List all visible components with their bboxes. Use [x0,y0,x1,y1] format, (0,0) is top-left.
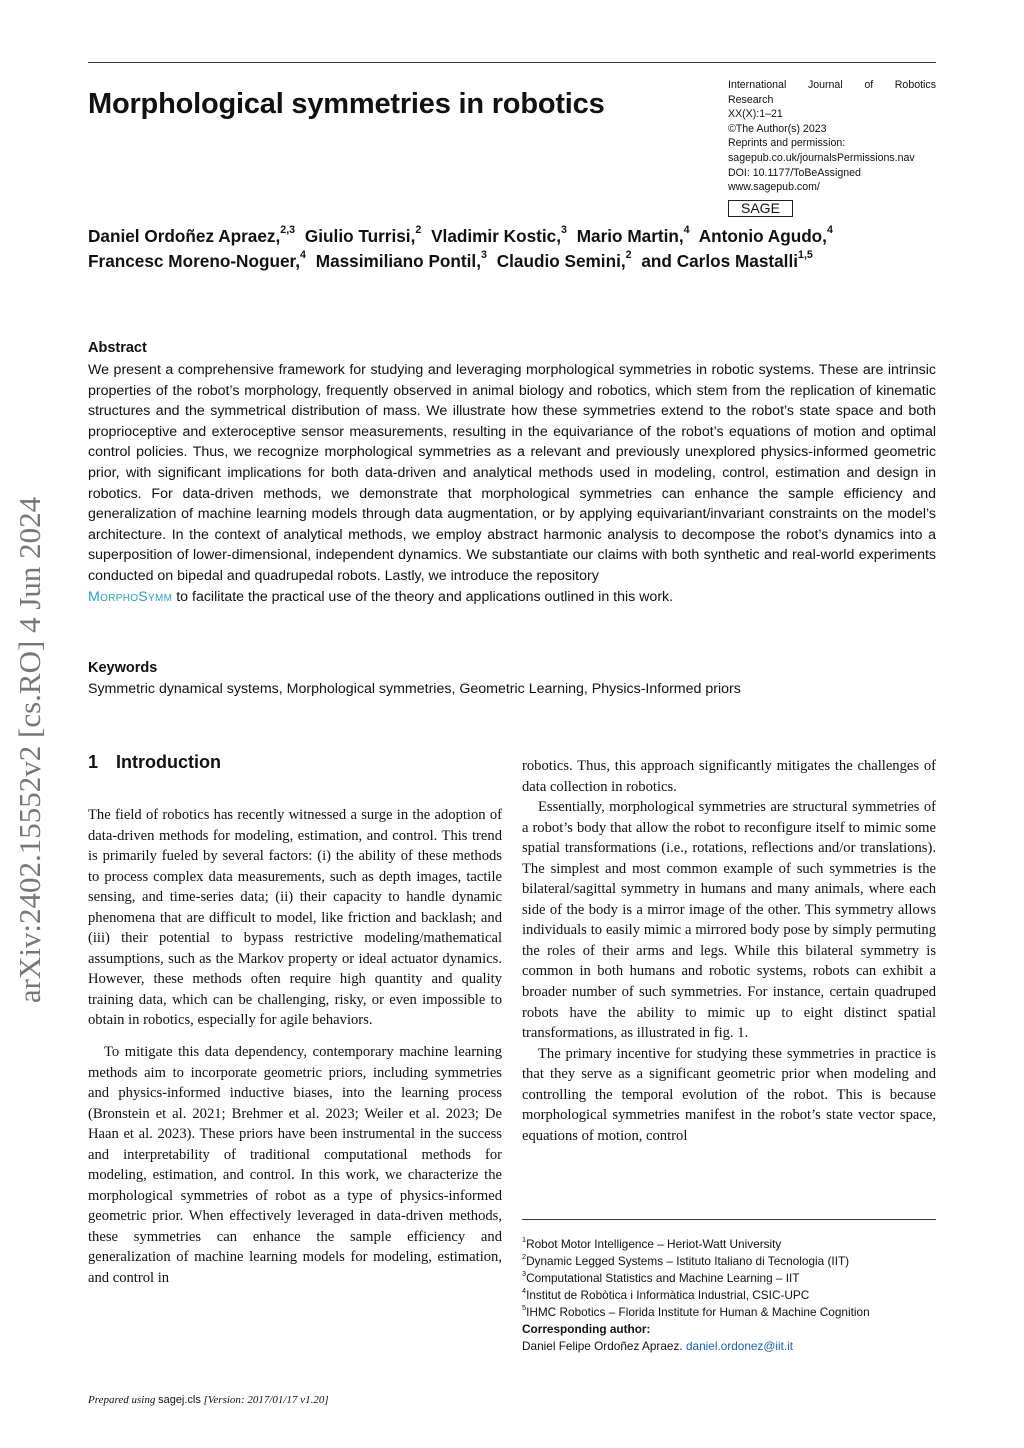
prepared-using-note: Prepared using sagej.cls [Version: 2017/01/17 v1.20] [88,1394,329,1406]
journal-issue: XX(X):1–21 [728,108,783,121]
keywords-text: Symmetric dynamical systems, Morphological symmetries, Geometric Learning, Physics-Informed priors [88,681,741,697]
paragraph: robotics. Thus, this approach significantly mitigates the challenges of data collection in robotics. [522,758,936,795]
permissions-link[interactable]: sagepub.co.uk/journalsPermissions.nav [728,151,915,164]
affiliation-footnote: $^1$Robot Motor Intelligence – Heriot-Watt University [522,1234,782,1251]
paragraph: Essentially, morphological symmetries are structural symmetries of a robot’s body that allow the robot to reconfigure itself to mimic some spatial transformations (i.e., rotations, reflections and/or translations). The simplest and most common example of such symmetries is the bilateral/sagittal symmetry in humans and many animals, where each side of the body is a mirror image of the other. This symmetry allows individuals to easily mimic a mirrored body pose by simply permuting the roles of their arms and legs. While this bilateral symmetry is common in both humans and robotic systems, robots can exhibit a broader number of such symmetries. For instance, certain quadruped robots have the ability to mimic up to eight distinct spatial transformations, as illustrated in fig. 1. [522,799,936,1042]
author-list [88,224,948,274]
email-link[interactable]: daniel.ordonez@iit.it [685,1339,794,1353]
author: Massimiliano Pontil,$^3$ [315,249,487,271]
paper-title: Morphological symmetries in robotics [88,88,605,120]
paragraph: To mitigate this data dependency, contemporary machine learning methods aim to incorporate geometric priors, including symmetries and physics-informed inductive biases, into the learning process (Bronstein et al. 2021; Brehmer et al. 2023; Weiler et al. 2023; De Haan et al. 2023). These priors have been instrumental in the success and interpretability of traditional computational methods for modeling, estimation, and control. In this work, we characterize the morphological symmetries of robot as a type of physics-informed geometric prior. When effectively leveraged in data-driven methods, these symmetries can enhance the sample efficiency and generalization of machine learning models for modeling, estimation, and control in [88,1044,502,1287]
section-title: Introduction [116,752,221,772]
author: Mario Martin,$^4$ [576,224,690,246]
author: Daniel Ordoñez Apraez,$^{2,3}$ [88,224,296,246]
paragraph: The field of robotics has recently witnessed a surge in the adoption of data-driven methods for modeling, estimation, and control. This trend is primarily fueled by several factors: (i) the ability of these methods to process complex data measurements, such as depth images, tactile sensing, and time-series data; (ii) their capacity to handle dynamic phenomena that are difficult to model, like friction and backlash; and (iii) their potential to bypass restrictive modeling/mathematical assumptions, such as the Markov property or ideal actuator dynamics. However, these methods often require high quantity and quality training data, which can be challenging, risky, or even impossible to obtain in robotics, especially for agile behaviors. [88,807,502,1029]
author: Antonio Agudo,$^4$ [698,224,833,246]
footnotes [522,1236,942,1355]
arxiv-stamp: arXiv:2402.15552v2 [cs.RO] 4 Jun 2024 [12,496,47,1004]
author: Claudio Semini,$^2$ [496,249,632,271]
author: Vladimir Kostic,$^3$ [431,224,567,246]
journal-meta [728,78,936,217]
corresponding-author: Daniel Felipe Ordoñez Apraez. daniel.ordonez@iit.it [522,1339,794,1353]
section-heading [88,752,221,773]
doi[interactable]: DOI: 10.1177/ToBeAssigned [728,166,861,179]
keywords-heading: Keywords [88,660,158,676]
affiliation-footnote: $^3$Computational Statistics and Machine Learning – IIT [522,1268,800,1285]
corresponding-author-label: Corresponding author: [522,1322,651,1336]
author: Francesc Moreno-Noguer,$^4$ [88,249,306,271]
copyright: ©The Author(s) 2023 [728,122,827,135]
author: Giulio Turrisi,$^2$ [304,224,422,246]
header-rule [88,62,936,63]
affiliation-footnote: $^2$Dynamic Legged Systems – Istituto Italiano di Tecnologia (IIT) [522,1251,850,1268]
paragraph: The primary incentive for studying these symmetries in practice is that they serve as a significant geometric prior when modeling and controlling the temporal evolution of the robot. This is because morphological symmetries manifest in the robot’s state vector space, equations of motion, control [522,1045,936,1144]
repository-link[interactable]: MorphoSymm [88,588,173,605]
journal-website[interactable]: www.sagepub.com/ [728,181,820,194]
journal-name-line: International Journal of Robotics [728,79,936,91]
section-number: 1 [88,752,99,772]
author: and Carlos Mastalli$^{1,5}$ [641,249,813,271]
left-column [88,805,502,1289]
sage-logo: SAGE [728,200,793,217]
abstract-text: We present a comprehensive framework for studying and leveraging morphological symmetries in robotic systems. These are intrinsic properties of the robot’s morphology, frequently observed in animal biology and robotics, which stem from the replication of kinematic structures and the symmetrical distribution of mass. We illustrate how these symmetries extend to the robot’s state space and both proprioceptive and exteroceptive sensor measurements, resulting in the equivariance of the robot’s equations of motion and optimal control policies. Thus, we recognize morphological symmetries as a relevant and previously unexplored physics-informed geometric prior, with significant implications for both data-driven and analytical methods used in modeling, control, estimation and design in robotics. For data-driven methods, we demonstrate that morphological symmetries can enhance the sample efficiency and generalization of machine learning models through data augmentation, or by applying equivariant/invariant constraints on the model’s architecture. In the context of analytical methods, we employ abstract harmonic analysis to decompose the robot’s dynamics into a superposition of lower-dimensional, independent dynamics. We substantiate our claims with both synthetic and real-world experiments conducted on bipedal and quadrupedal robots. Lastly, we introduce the repository MorphoSymm to facilitate the practical use of the theory and applications outlined in this work. [88,362,936,605]
footnote-rule [522,1219,936,1220]
journal-name-line2: Research [728,93,774,106]
affiliation-footnote: $^5$IHMC Robotics – Florida Institute for Human & Machine Cognition [522,1302,870,1319]
right-column [522,756,936,1146]
affiliation-footnote: $^4$Institut de Robòtica i Informàtica Industrial, CSIC-UPC [522,1285,810,1302]
reprints-label: Reprints and permission: [728,137,846,150]
abstract-heading: Abstract [88,340,147,356]
